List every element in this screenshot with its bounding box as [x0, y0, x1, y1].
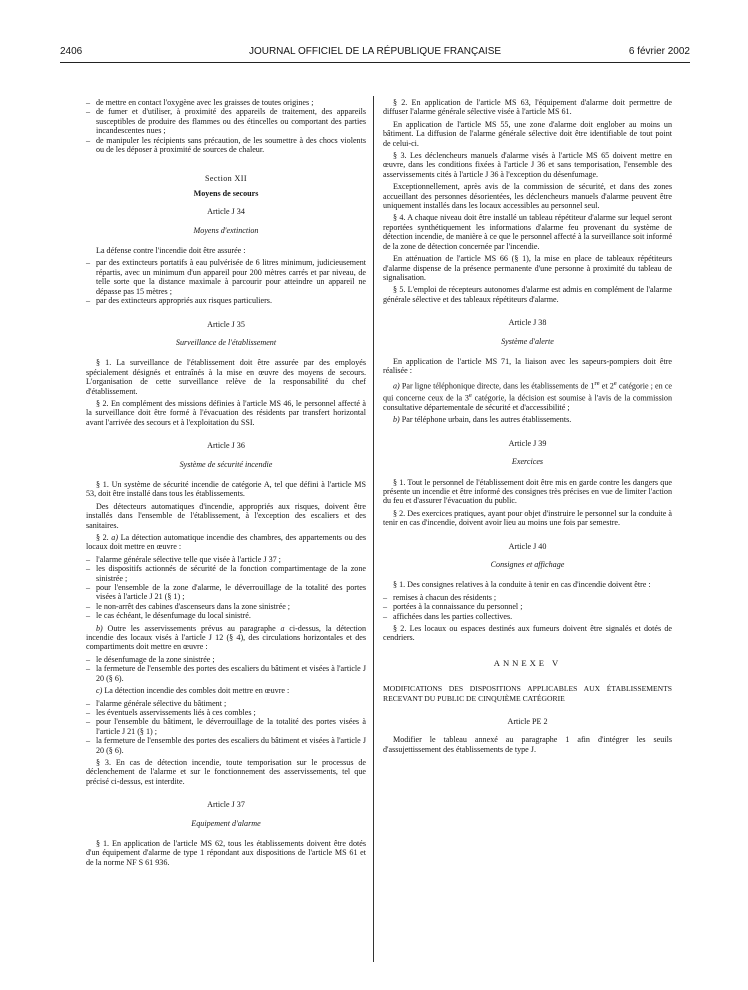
list-item: – le non-arrêt des cabines d'ascenseurs dans la zone sinistrée ; — [86, 602, 366, 611]
j34-list — [86, 258, 366, 305]
header-rule — [60, 62, 690, 63]
list-item: – pour l'ensemble du bâtiment, le déverrouillage de la totalité des portes visées à l'article J 21 (§ 1) ; — [86, 717, 366, 736]
paragraph: § 1. Un système de sécurité incendie de catégorie A, tel que défini à l'article MS 53, doit être installé dans tous les établissements. — [86, 479, 366, 499]
paragraph — [86, 533, 366, 552]
item-letter: a) — [111, 533, 119, 542]
list-item: – remises à chacun des résidents ; — [383, 593, 672, 602]
list-item: – de mettre en contact l'oxygène avec les graisses de toutes origines ; — [86, 98, 366, 107]
paragraph: § 2. En complément des missions définies à l'article MS 46, le personnel affecté à la surveillance doit être formé à l'évacuation des résidents par transfert horizontal avant l'arrivée des secours et à l'exploitation du SSI. — [86, 398, 366, 427]
annex-heading: MODIFICATIONS DES DISPOSITIONS APPLICABLES AUX ÉTABLISSEMENTS RECEVANT DU PUBLIC DE CINQUIÈME CATÉGORIE — [383, 684, 672, 703]
item-letter: b) — [393, 415, 400, 425]
section-number: Section XII — [205, 174, 247, 184]
left-column — [86, 98, 366, 870]
paragraph — [86, 686, 366, 695]
list-item: – le cas échéant, le désenfumage du local sinistré. — [86, 611, 366, 620]
paragraph-text: catégorie ; en ce qui concerne ceux de la 3 — [383, 381, 672, 403]
item-letter-ref: a — [280, 623, 285, 633]
article-title: Article J 34 — [207, 207, 245, 217]
paragraph: En application de l'article MS 71, la liaison avec les sapeurs-pompiers doit être réalisée : — [383, 356, 672, 376]
paragraph-text: La détection automatique incendie des chambres, des appartements ou des locaux doit mettre en œuvre : — [86, 533, 366, 552]
article-title: Article J 35 — [207, 319, 245, 329]
paragraph: § 3. Les déclencheurs manuels d'alarme visés à l'article MS 65 doivent mettre en œuvre, dans les conditions fixées à l'article J 36 et sans temporisation, l'ensemble des asservissements cités à l'article J 36 à l'exception du désenfumage. — [383, 151, 672, 179]
intro-list — [86, 98, 366, 154]
article-title: Article J 39 — [508, 438, 547, 448]
paragraph-text: et 2 — [599, 381, 614, 391]
section-title: Moyens de secours — [193, 188, 259, 198]
list-item: – affichées dans les parties collectives. — [383, 612, 672, 621]
article-subtitle: Moyens d'extinction — [193, 225, 259, 235]
paragraph-text: Par ligne téléphonique directe, dans les établissements de 1 — [399, 381, 595, 391]
article-title: Article PE 2 — [507, 717, 548, 727]
list-item: – pour l'ensemble de la zone d'alarme, le déverrouillage de la totalité des portes visées à l'article J 21 (§ 1) ; — [86, 583, 366, 602]
paragraph: § 1. En application de l'article MS 62, tous les établissements doivent être dotés d'un équipement d'alarme de type 1 répondant aux dispositions de l'article MS 61 et de la norme NF S 61 936. — [86, 838, 366, 867]
list-item: – de manipuler les récipients sans précaution, de les soumettre à des chocs violents ou de les déposer à proximité de sources de chaleur. — [86, 136, 366, 155]
item-letter: a) — [393, 381, 400, 391]
list-item: – portées à la connaissance du personnel ; — [383, 602, 672, 611]
superscript: e — [613, 379, 617, 387]
article-subtitle: Equipement d'alarme — [191, 818, 261, 828]
paragraph: Des détecteurs automatiques d'incendie, appropriés aux risques, doivent être installés dans l'ensemble de l'établissement, à l'exception des escaliers et des sanitaires. — [86, 501, 366, 530]
paragraph-text: Par téléphone urbain, dans les autres établissements. — [399, 415, 572, 425]
page-number: 2406 — [60, 46, 83, 57]
paragraph: La défense contre l'incendie doit être assurée : — [96, 246, 246, 256]
page-header — [60, 46, 690, 60]
annex-title: ANNEXE V — [493, 657, 562, 668]
article-title: Article J 38 — [508, 318, 547, 328]
list-item: – l'alarme générale sélective du bâtiment ; — [86, 699, 366, 708]
paragraph: § 2. Des exercices pratiques, ayant pour objet d'instruire le personnel sur la conduite à tenir en cas d'incendie, doivent avoir lieu au moins une fois par semestre. — [383, 508, 672, 528]
paragraph: Modifier le tableau annexé au paragraphe 1 afin d'intégrer les seuils d'assujettissement des établissements de type J. — [383, 735, 672, 754]
list-item: – les éventuels asservissements liés à ces combles ; — [86, 708, 366, 717]
j36-b-list — [86, 655, 366, 683]
paragraph-text: Outre les asservissements prévus au paragraphe — [102, 623, 281, 633]
list-item: – la fermeture de l'ensemble des portes des escaliers du bâtiment et visées à l'article J 20 (§ 6). — [86, 664, 366, 683]
list-item: – par des extincteurs appropriés aux risques particuliers. — [86, 296, 366, 305]
superscript: e — [468, 391, 472, 399]
paragraph: En application de l'article MS 55, une zone d'alarme doit englober au moins un bâtiment. La diffusion de l'alarme générale sélective doit être identifiable de tout point de celui-ci. — [383, 119, 672, 148]
j36-a-list — [86, 555, 366, 621]
item-letter: b) — [96, 623, 103, 633]
article-title: Article J 40 — [508, 541, 547, 551]
list-item: – les dispositifs actionnés de sécurité de la fonction compartimentage de la zone sinistrée ; — [86, 564, 366, 583]
paragraph: § 4. A chaque niveau doit être installé un tableau répétiteur d'alarme sur lequel seront reportées synthétiquement les informations d'alarme feu provenant du système de détection incendie, de manière à ce que le personnel affecté à la surveillance soit informé de la zone de détection concernée par l'incendie. — [383, 213, 672, 251]
item-letter: c) — [96, 686, 103, 696]
paragraph: § 1. Des consignes relatives à la conduite à tenir en cas d'incendie doivent être : — [393, 580, 651, 590]
paragraph-text: ci-dessus, la détection incendie des locaux visés à l'article J 12 (§ 4), des circulations horizontales et des compartiments doit mettre en œuvre : — [86, 623, 366, 652]
article-subtitle: Consignes et affichage — [490, 560, 565, 569]
paragraph-prefix: § 2. — [96, 533, 112, 542]
article-title: Article J 36 — [207, 441, 245, 451]
list-item: – la fermeture de l'ensemble des portes des escaliers du bâtiment et visées à l'article J 20 (§ 6). — [86, 736, 366, 755]
paragraph — [86, 624, 366, 652]
article-subtitle: Exercices — [511, 457, 544, 467]
list-item: – l'alarme générale sélective telle que visée à l'article J 37 ; — [86, 555, 366, 564]
right-column — [383, 98, 672, 757]
list-item: – le désenfumage de la zone sinistrée ; — [86, 655, 366, 664]
paragraph: § 1. La surveillance de l'établissement doit être assurée par des employés spécialement désignés et entraînés à la mise en œuvre des moyens de secours. L'organisation de cette surveillance relève de la responsabilité du chef d'établissement. — [86, 358, 366, 396]
paragraph — [383, 379, 672, 413]
superscript: re — [594, 379, 600, 387]
column-divider — [373, 96, 374, 962]
paragraph: § 5. L'emploi de récepteurs autonomes d'alarme est admis en complément de l'alarme générale sélective et des tableaux répétiteurs d'alarme. — [383, 285, 672, 304]
publication-date: 6 février 2002 — [628, 46, 690, 57]
paragraph: § 1. Tout le personnel de l'établissement doit être mis en garde contre les dangers que présente un incendie et être informé des consignes très précises en vue de limiter l'action du feu et d'assurer l'évacuation du public. — [383, 477, 672, 506]
list-item: – de fumer et d'utiliser, à proximité des appareils de traitement, des appareils susceptibles de produire des flammes ou des étincelles ou comportant des parties incandescentes nues ; — [86, 107, 366, 135]
j40-list — [383, 593, 672, 621]
list-item: – par des extincteurs portatifs à eau pulvérisée de 6 litres minimum, judicieusement répartis, avec un minimum d'un appareil pour 200 mètres carrés et par niveau, de telle sorte que la distance maximale à parcourir pour atteindre un appareil ne dépasse pas 15 mètres ; — [86, 258, 366, 296]
paragraph: § 2. Les locaux ou espaces destinés aux fumeurs doivent être signalés et dotés de cendriers. — [383, 624, 672, 643]
paragraph-text: La détection incendie des combles doit mettre en œuvre : — [102, 686, 290, 696]
paragraph — [383, 415, 672, 424]
journal-title: JOURNAL OFFICIEL DE LA RÉPUBLIQUE FRANÇAISE — [248, 46, 502, 57]
j36-c-list — [86, 699, 366, 755]
article-subtitle: Système d'alerte — [501, 336, 554, 346]
paragraph: En atténuation de l'article MS 66 (§ 1), la mise en place de tableaux répétiteurs d'alarme dispense de la présence permanente d'une personne à proximité du tableau de signalisation. — [383, 254, 672, 282]
article-subtitle: Système de sécurité incendie — [179, 459, 273, 469]
article-subtitle: Surveillance de l'établissement — [175, 337, 277, 347]
article-title: Article J 37 — [207, 800, 245, 810]
paragraph-text: catégorie, la décision est soumise à l'avis de la commission consultative départementale de sécurité et d'accessibilité ; — [383, 393, 672, 412]
paragraph: § 2. En application de l'article MS 63, l'équipement d'alarme doit permettre de diffuser l'alarme générale sélective visée à l'article MS 61. — [383, 98, 672, 117]
paragraph: § 3. En cas de détection incendie, toute temporisation sur le processus de déclenchement de l'alarme et sur le fonctionnement des asservissements, tel que précisé ci-dessus, est interdite. — [86, 757, 366, 786]
paragraph: Exceptionnellement, après avis de la commission de sécurité, et dans des zones accueillant des personnes désorientées, les déclencheurs manuels d'alarme peuvent être uniquement installés dans les locaux accessibles au personnel seul. — [383, 182, 672, 211]
